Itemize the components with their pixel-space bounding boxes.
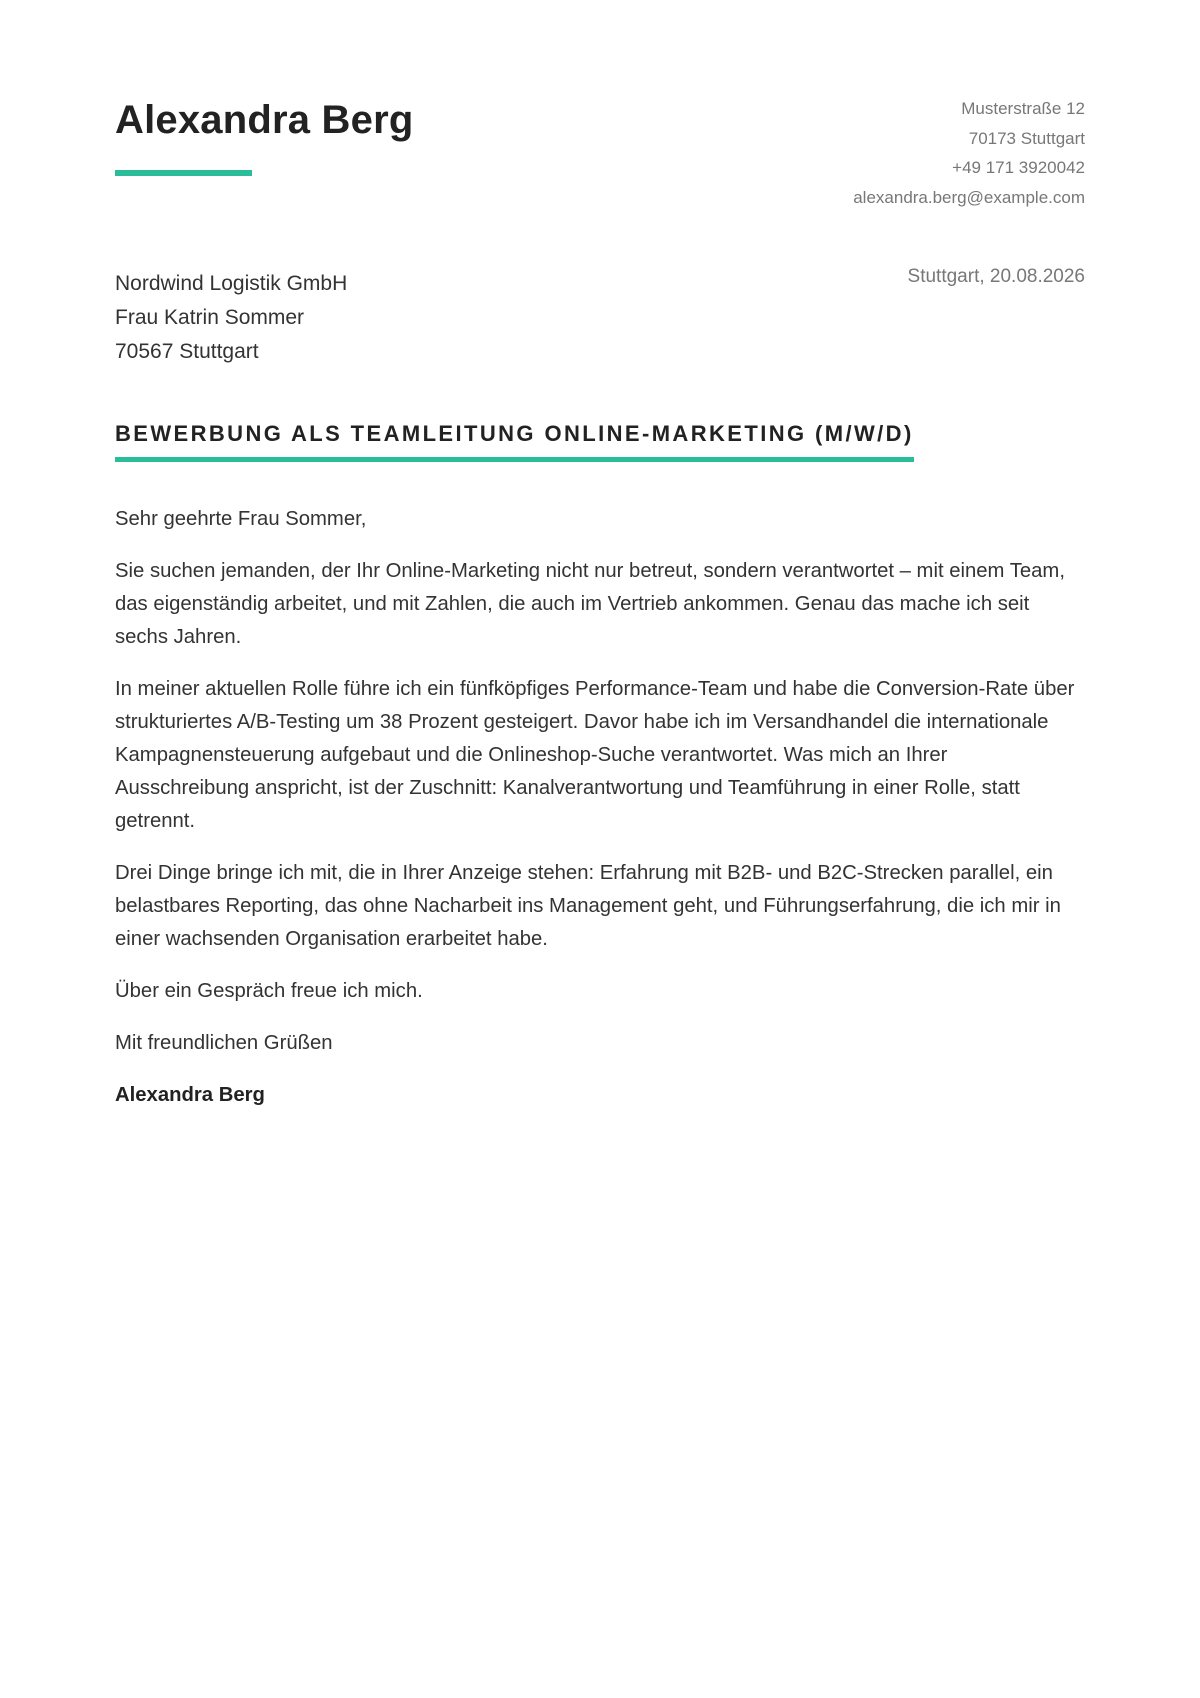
body-paragraph: Über ein Gespräch freue ich mich. bbox=[115, 980, 423, 1002]
sender-city: 70173 Stuttgart bbox=[968, 128, 1085, 148]
body-paragraph: Sie suchen jemanden, der Ihr Online-Marketing nicht nur betreut, sondern verantwortet – mit einem Team, das eigenständig arbeitet, und mit Zahlen, die auch im Vertrieb ankommen. Genau das mache ich seit sechs Jahren. bbox=[115, 560, 1065, 648]
recipient-company: Nordwind Logistik GmbH bbox=[115, 272, 348, 295]
recipient-address bbox=[115, 267, 347, 369]
place-date: Stuttgart, 20.08.2026 bbox=[907, 266, 1085, 287]
body-paragraph: Drei Dinge bringe ich mit, die in Ihrer Anzeige stehen: Erfahrung mit B2B- und B2C-Strecken parallel, ein belastbares Reporting, das ohne Nacharbeit ins Management geht, und Führungserfahrung, die ich mir in einer wachsenden Organisation erarbeitet habe. bbox=[115, 862, 1061, 950]
address-row bbox=[115, 230, 1085, 390]
recipient-contact: Frau Katrin Sommer bbox=[115, 306, 305, 329]
letter-header bbox=[115, 0, 1085, 230]
sender-contact-block bbox=[853, 94, 1085, 212]
salutation: Sehr geehrte Frau Sommer, bbox=[115, 508, 367, 530]
subject-line: BEWERBUNG ALS TEAMLEITUNG ONLINE-MARKETING (M/W/D) bbox=[115, 390, 914, 462]
signature: Alexandra Berg bbox=[115, 1084, 265, 1106]
body-paragraph: In meiner aktuellen Rolle führe ich ein fünfköpfiges Performance-Team und habe die Conversion-Rate über strukturiertes A/B-Testing um 38 Prozent gesteigert. Davor habe ich im Versandhandel die internationale Kampagnensteuerung aufgebaut und die Onlineshop-Suche verantwortet. Was mich an Ihrer Ausschreibung anspricht, ist der Zuschnitt: Kanalverantwortung und Teamführung in einer Rolle, statt getrennt. bbox=[115, 678, 1075, 832]
sender-street: Musterstraße 12 bbox=[961, 99, 1085, 118]
sender-phone: +49 171 3920042 bbox=[952, 158, 1085, 177]
name-accent-line bbox=[115, 170, 252, 176]
sender-name: Alexandra Berg bbox=[115, 98, 414, 142]
subject-section bbox=[115, 390, 1085, 468]
recipient-city: 70567 Stuttgart bbox=[115, 340, 259, 363]
letter-body bbox=[115, 503, 1085, 1112]
sender-email: alexandra.berg@example.com bbox=[853, 187, 1085, 207]
closing: Mit freundlichen Grüßen bbox=[115, 1032, 333, 1054]
